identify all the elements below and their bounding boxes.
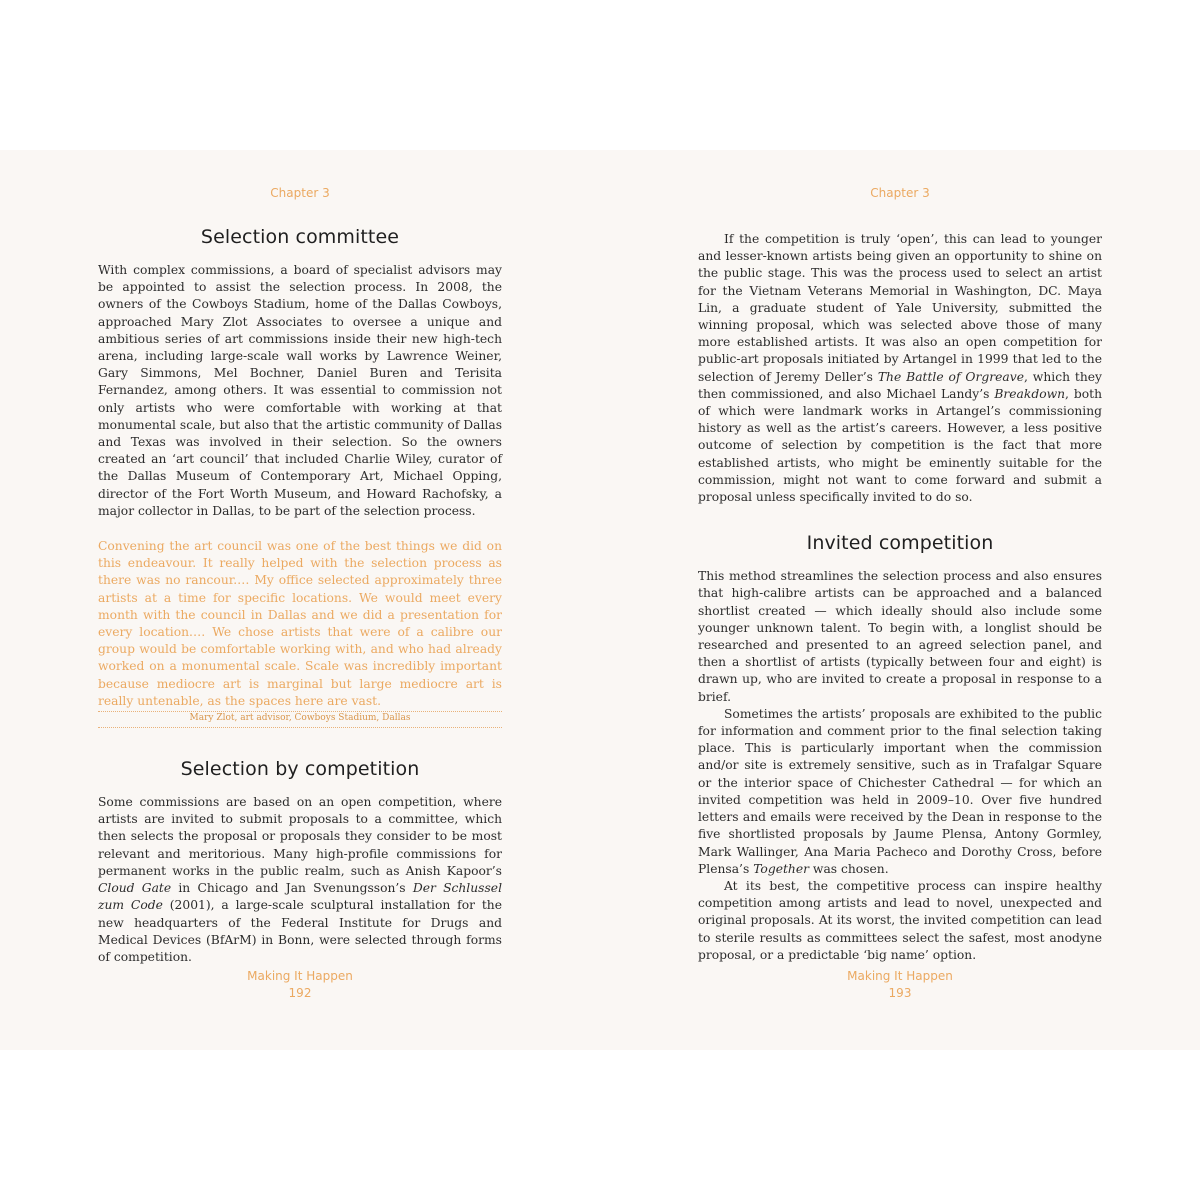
footer-book-title: Making It Happen [247, 969, 353, 983]
left-page [0, 150, 600, 1050]
body-paragraph [698, 231, 1102, 506]
page-footer [0, 968, 600, 1002]
page-number: 192 [288, 986, 312, 1000]
body-paragraph [98, 794, 502, 966]
body-paragraph: With complex commissions, a board of specialist advisors may be appointed to assist the selection process. In 2008, the owners of the Cowboys Stadium, home of the Dallas Cowboys, approached Mary Zlot Associates to oversee a unique and ambitious series of art commissions inside their new high-tech arena, including large-scale wall works by Lawrence Weiner, Gary Simmons, Mel Bochner, Daniel Buren and Terisita Fernandez, among others. It was essential to commission not only artists who were comfortable with working at that monumental scale, but also that the artistic community of Dallas and Texas was involved in their selection. So the owners created an ‘art council’ that included Charlie Wiley, curator of the Dallas Museum of Contemporary Art, Michael Opping, director of the Fort Worth Museum, and Howard Rachofsky, a major collector in Dallas, to be part of the selection process. [98, 263, 502, 518]
chapter-header: Chapter 3 [270, 186, 330, 200]
right-page [600, 150, 1200, 1050]
italic-title: Der Schlussel zum Code [98, 881, 502, 913]
italic-title: Breakdown [994, 386, 1066, 401]
right-column [698, 231, 1102, 964]
text-run: , which they then commissioned, and also Michael Landy’s [698, 369, 1102, 401]
section-heading-selection-committee: Selection committee [200, 226, 400, 248]
section-heading-invited-competition: Invited competition [806, 532, 994, 555]
page-footer [600, 968, 1200, 1002]
italic-title: Cloud Gate [98, 881, 172, 896]
body-paragraph [698, 706, 1102, 878]
italic-title: Together [753, 861, 810, 876]
text-run: Some commissions are based on an open competition, where artists are invited to submit proposals to a committee, which then selects the proposal or proposals they consider to be most relevant and meritorious. Many high-profile commissions for permanent works in the public realm, such as Anish Kapoor’s [98, 795, 502, 878]
text-run: , both of which were landmark works in Artangel’s commissioning history as well as the artist’s careers. However, a less positive outcome of selection by competition is the fact that more established artists, who might be eminently suitable for the commission, might not want to come forward and submit a proposal unless specifically invited to do so. [698, 386, 1102, 505]
pull-quote-text: Convening the art council was one of the best things we did on this endeavour. It really helped with the selection process as there was no rancour.… My office selected approximately three artists at a time for specific locations. We would meet every month with the council in Dallas and we did a presentation for every location.… We chose artists that were of a calibre our group would be comfortable working with, and who had already worked on a monumental scale. Scale was incredibly important because mediocre art is marginal but large mediocre art is really untenable, as the spaces here are vast. [98, 539, 502, 708]
text-run: If the competition is truly ‘open’, this can lead to younger and lesser-known artists being given an opportunity to shine on the public stage. This was the process used to select an artist for the Vietnam Veterans Memorial in Washington, DC. Maya Lin, a graduate student of Yale University, submitted the winning proposal, which was selected above those of many more established artists. It was also an open competition for public-art proposals initiated by Artangel in 1999 that led to the selection of Jeremy Deller’s [698, 232, 1102, 384]
book-spread [0, 150, 1200, 1050]
chapter-header: Chapter 3 [870, 186, 930, 200]
body-paragraph: This method streamlines the selection process and also ensures that high-calibre artists can be approached and a balanced shortlist created — which ideally should also include some younger unknown talent. To begin with, a longlist should be researched and presented to an agreed selection panel, and then a shortlist of artists (typically between four and eight) is drawn up, who are invited to create a proposal in response to a brief. [698, 569, 1102, 704]
text-run: in Chicago and Jan Svenungsson’s [171, 881, 413, 896]
body-paragraph: At its best, the competitive process can inspire healthy competition among artists and lead to novel, unexpected and original proposals. At its worst, the invited competition can lead to sterile results as committees select the safest, most anodyne proposal, or a predictable ‘big name’ option. [698, 878, 1102, 962]
page-number: 193 [888, 986, 912, 1000]
footer-book-title: Making It Happen [847, 969, 953, 983]
text-run: Sometimes the artists’ proposals are exhibited to the public for information and comment prior to the final selection taking place. This is particularly important when the commission and/or site is extremely sensitive, such as in Trafalgar Square or the interior space of Chichester Cathedral — for which an invited competition was held in 2009–10. Over five hundred letters and emails were received by the Dean in response to the five shortlisted proposals by Jaume Plensa, Antony Gormley, Mark Wallinger, Ana Maria Pacheco and Dorothy Cross, before Plensa’s [698, 706, 1102, 876]
text-run: was chosen. [809, 861, 889, 876]
text-run: (2001), a large-scale sculptural installation for the new headquarters of the Federal Institute for Drugs and Medical Devices (BfArM) in Bonn, were selected through forms of competition. [98, 898, 502, 964]
pull-quote [98, 538, 502, 728]
left-column [98, 226, 502, 966]
section-heading-selection-by-competition: Selection by competition [180, 758, 420, 781]
pull-quote-attribution: Mary Zlot, art advisor, Cowboys Stadium, Dallas [98, 711, 502, 728]
italic-title: The Battle of Orgreave [877, 369, 1024, 384]
